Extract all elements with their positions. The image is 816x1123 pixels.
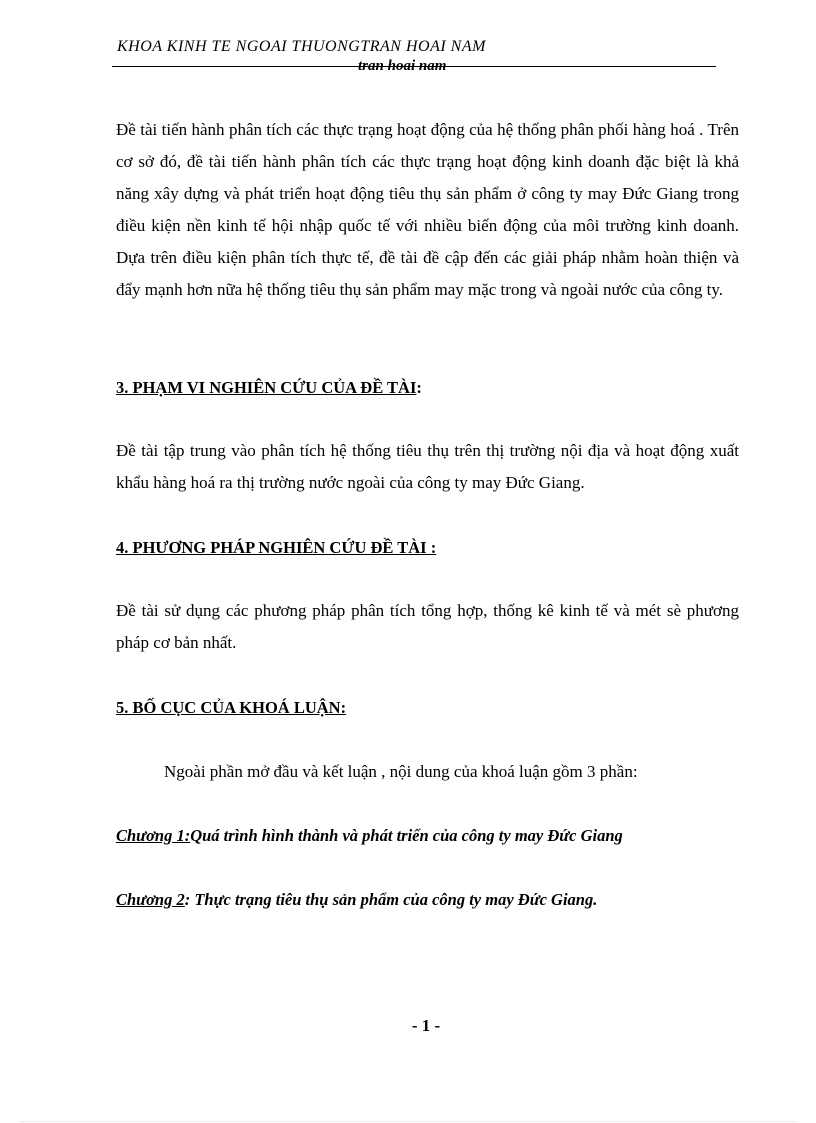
section-3-heading-text: 3. PHẠM VI NGHIÊN CỨU CỦA ĐỀ TÀI — [116, 378, 417, 397]
section-5-heading — [116, 698, 346, 718]
chapter-1-label: Chương 1: — [116, 826, 191, 845]
section-3-heading-colon: : — [416, 378, 422, 397]
header-title: KHOA KINH TE NGOAI THUONGTRAN HOAI NAM — [117, 38, 486, 55]
section-5-heading-text: 5. BỐ CỤC CỦA KHOÁ LUẬN: — [116, 698, 347, 717]
intro-paragraph: Đề tài tiến hành phân tích các thực trạng hoạt động của hệ thống phân phối hàng hoá . Trên cơ sở đó, đề tài tiến hành phân tích các thực trạng hoạt động kinh doanh đặc biệt là khả năng xây dựng và phát triển hoạt động tiêu thụ sản phẩm ở công ty may Đức Giang trong điều kiện nền kinh tế hội nhập quốc tế với nhiều biến động của môi trường kinh doanh. Dựa trên điều kiện phân tích thực tế, đề tài đề cập đến các giải pháp nhằm hoàn thiện và đẩy mạnh hơn nữa hệ thống tiêu thụ sản phẩm may mặc trong và ngoài nước của công ty. — [116, 120, 739, 299]
page-number: - 1 - — [411, 1016, 441, 1035]
section-3-heading — [116, 378, 422, 398]
section-5-intro: Ngoài phần mở đầu và kết luận , nội dung của khoá luận gồm 3 phần: — [164, 762, 638, 781]
chapter-2-label: Chương 2 — [116, 890, 185, 909]
chapter-2-line — [116, 890, 597, 910]
chapter-1-line — [116, 826, 623, 846]
header-subtitle: tran hoai nam — [358, 58, 447, 74]
section-4-body: Đề tài sử dụng các phương pháp phân tích tổng hợp, thống kê kinh tế và mét sè phương pháp cơ bản nhất. — [116, 601, 739, 652]
section-4-heading — [116, 538, 436, 558]
page-bottom-edge — [20, 1121, 796, 1122]
chapter-1-title: Quá trình hình thành và phát triển của công ty may Đức Giang — [190, 826, 623, 845]
chapter-2-title: : Thực trạng tiêu thụ sản phẩm của công ty may Đức Giang. — [184, 890, 598, 909]
section-3-body: Đề tài tập trung vào phân tích hệ thống tiêu thụ trên thị trường nội địa và hoạt động xuất khẩu hàng hoá ra thị trường nước ngoài của công ty may Đức Giang. — [116, 441, 739, 492]
section-4-heading-text: 4. PHƯƠNG PHÁP NGHIÊN CỨU ĐỀ TÀI : — [116, 538, 437, 557]
